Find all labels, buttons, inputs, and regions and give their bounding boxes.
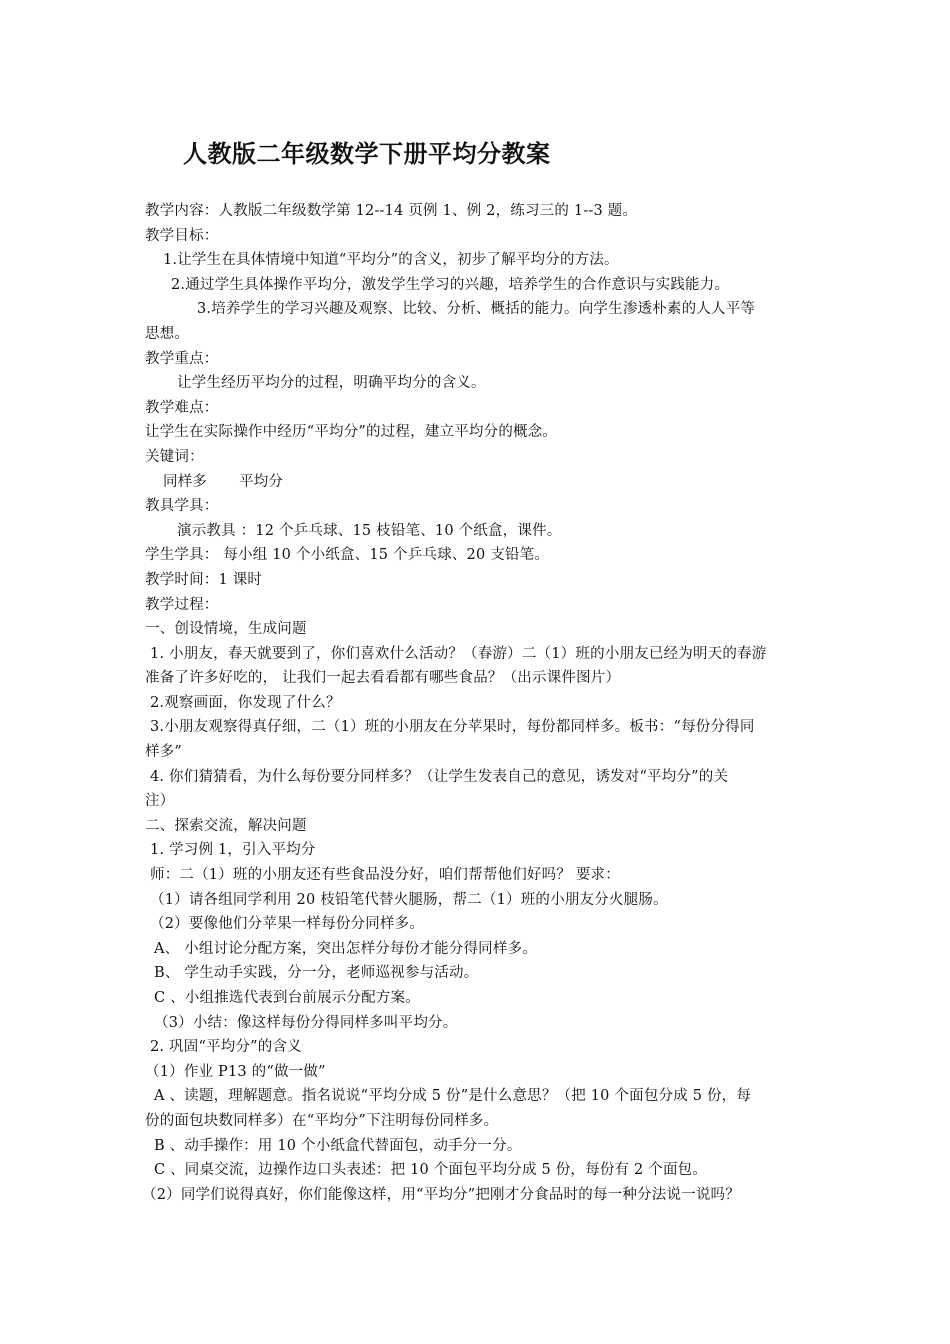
paragraph-line: 4. 你们猜猜看，为什么每份要分同样多？（让学生发表自己的意见，诱发对“平均分”的关 [150, 768, 729, 785]
paragraph-line: 师：二（1）班的小朋友还有些食品没分好，咱们帮帮他们好吗？ 要求： [150, 867, 620, 884]
paragraph-line: 教学难点： [145, 399, 219, 416]
paragraph-line: B、 学生动手实践，分一分，老师巡视参与活动。 [154, 965, 479, 982]
paragraph-line: （1）请各组同学利用 20 枝铅笔代替火腿肠，帮二（1）班的小朋友分火腿肠。 [150, 891, 668, 908]
paragraph-line: C 、同桌交流，边操作边口头表述：把 10 个面包平均分成 5 份，每份有 2 个面包。 [154, 1162, 708, 1179]
document-title: 人教版二年级数学下册平均分教案 [183, 140, 551, 168]
paragraph-line: 教学过程： [145, 596, 219, 613]
paragraph-line: 1. 学习例 1，引入平均分 [150, 842, 316, 859]
section-heading: 一、创设情境，生成问题 [145, 621, 307, 638]
paragraph-line: 注） [145, 793, 175, 810]
paragraph-line: A 、读题，理解题意。指名说说“平均分成 5 份”是什么意思？（把 10 个面包分成 5 份，每 [154, 1088, 752, 1105]
paragraph-line: 2.通过学生具体操作平均分，激发学生学习的兴趣，培养学生的合作意识与实践能力。 [171, 276, 730, 293]
document-body [142, 199, 815, 1207]
paragraph-line: 2. 巩固“平均分”的含义 [150, 1039, 302, 1056]
paragraph-line: （2）同学们说得真好，你们能像这样，用“平均分”把刚才分食品时的每一种分法说一说吗？ [142, 1186, 740, 1203]
paragraph-line: 份的面包块数同样多）在“平均分”下注明每份同样多。 [145, 1112, 499, 1129]
paragraph-line: B 、动手操作：用 10 个小纸盒代替面包，动手分一分。 [154, 1137, 522, 1154]
paragraph-line: 3.小朋友观察得真仔细，二（1）班的小朋友在分苹果时，每份都同样多。板书：“每份分得同 [150, 719, 755, 736]
paragraph-line: C 、小组推选代表到台前展示分配方案。 [154, 990, 421, 1006]
paragraph-line: 让学生经历平均分的过程，明确平均分的含义。 [177, 375, 486, 392]
paragraph-line: 2.观察画面，你发现了什么？ [150, 694, 341, 711]
paragraph-line: A、 小组讨论分配方案，突出怎样分每份才能分得同样多。 [154, 940, 537, 957]
paragraph-line: 样多” [145, 744, 183, 761]
paragraph-line: 1.让学生在具体情境中知道“平均分”的含义，初步了解平均分的方法。 [163, 252, 619, 269]
paragraph-line: 学生学具： 每小组 10 个小纸盒、15 个乒乓球、20 支铅笔。 [145, 547, 549, 564]
paragraph-line: （3）小结：像这样每份分得同样多叫平均分。 [154, 1014, 458, 1031]
keyword: 平均分 [239, 473, 284, 490]
paragraph-line: 教具学具： [145, 498, 219, 515]
paragraph-line: 思想。 [145, 325, 190, 342]
section-heading: 二、探索交流，解决问题 [145, 817, 307, 834]
paragraph-line: 教学时间：1 课时 [145, 571, 263, 588]
paragraph-line: 教学重点： [145, 350, 219, 367]
paragraph-line: 3.培养学生的学习兴趣及观察、比较、分析、概括的能力。向学生渗透朴素的人人平等 [197, 301, 756, 318]
paragraph-line: 演示教具 ：12 个乒乓球、15 枝铅笔、10 个纸盒，课件。 [177, 522, 562, 539]
paragraph-line: （2）要像他们分苹果一样每份分同样多。 [150, 916, 425, 933]
paragraph-line: 关键词： [145, 448, 204, 465]
keyword: 同样多 [163, 473, 208, 490]
keywords-line [145, 470, 815, 495]
paragraph-line: （1）作业 P13 的“做一做” [145, 1063, 326, 1080]
paragraph-line: 教学内容：人教版二年级数学第 12--14 页例 1、例 2，练习三的 1--3 题。 [145, 203, 638, 219]
paragraph-line: 教学目标： [145, 227, 219, 244]
paragraph-line: 1. 小朋友，春天就要到了，你们喜欢什么活动？（春游）二（1）班的小朋友已经为明天的春游 [150, 645, 767, 662]
paragraph-line: 让学生在实际操作中经历“平均分”的过程，建立平均分的概念。 [145, 424, 558, 441]
paragraph-line: 准备了许多好吃的， 让我们一起去看看都有哪些食品？（出示课件图片） [145, 670, 621, 687]
